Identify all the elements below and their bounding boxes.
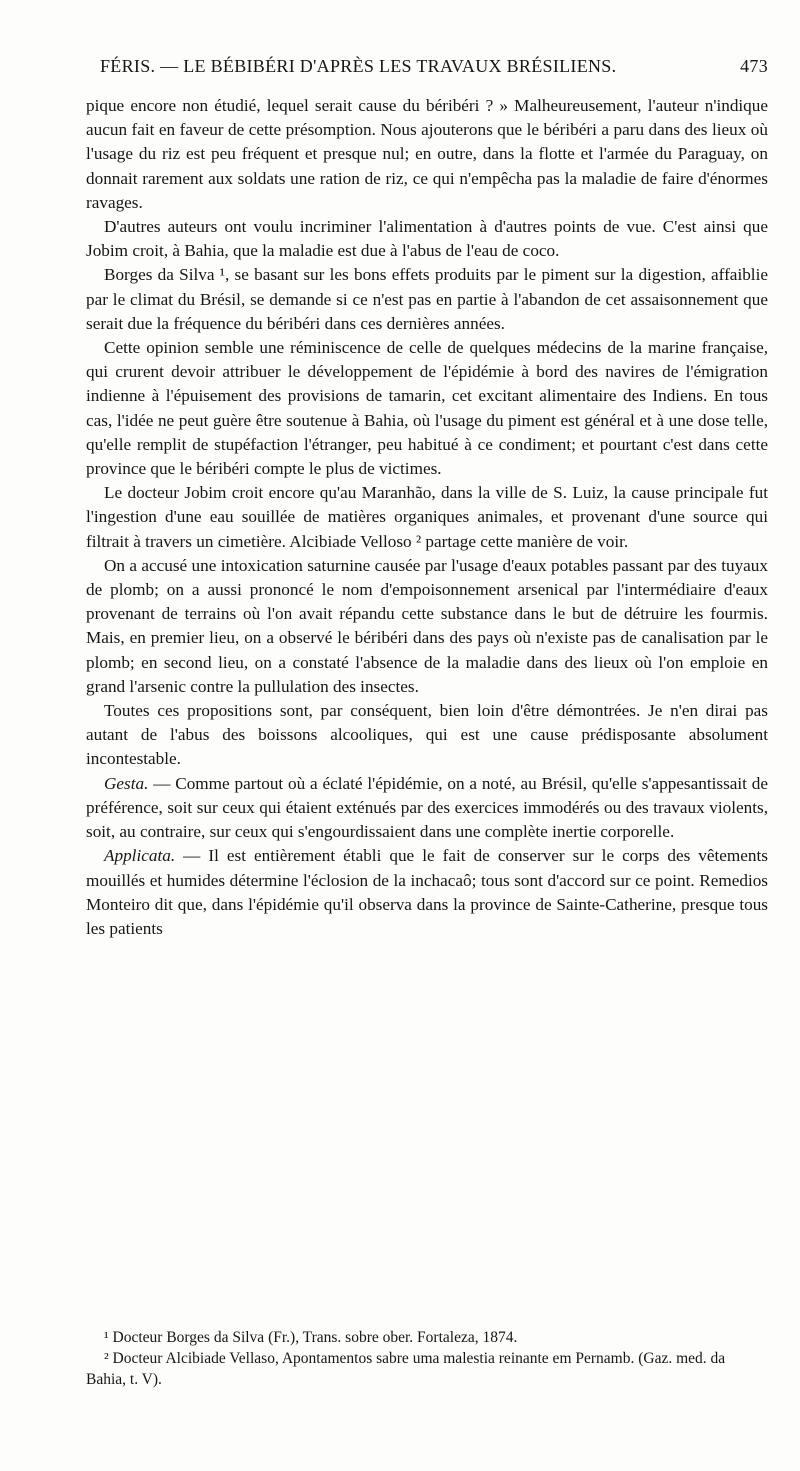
paragraph-gesta: Gesta. — Comme partout où a éclaté l'épidémie, on a noté, au Brésil, qu'elle s'appesantissait de préférence, soit sur ceux qui étaient exténués par des exercices immodérés ou des travaux violents, soit, au contraire, sur ceux qui s'engourdissaient dans une complète inertie corporelle.: [86, 773, 768, 842]
paragraph: Toutes ces propositions sont, par conséquent, bien loin d'être démontrées. Je n'en dirai pas autant de l'abus des boissons alcooliques, qui est une cause prédisposante absolument incontestable.: [86, 701, 768, 769]
footnotes: [86, 1327, 768, 1390]
footnote: ¹ Docteur Borges da Silva (Fr.), Trans. sobre ober. Fortaleza, 1874.: [104, 1329, 518, 1346]
paragraph: pique encore non étudié, lequel serait cause du béribéri ? » Malheureusement, l'auteur n'indique aucun fait en faveur de cette présomption. Nous ajouterons que le béribéri a paru dans des lieux où l'usage du riz est peu fréquent et presque nul; en outre, dans la flotte et l'armée du Paraguay, on donnait rarement aux soldats une ration de riz, ce qui n'empêcha pas la maladie de faire d'énormes ravages.: [86, 96, 768, 212]
paragraph-applicata: Applicata. — Il est entièrement établi que le fait de conserver sur le corps des vêtements mouillés et humides détermine l'éclosion de la inchacaô; tous sont d'accord sur ce point. Remedios Monteiro dit que, dans l'épidémie qu'il observa dans la province de Sainte-Catherine, presque tous les patients: [86, 846, 768, 938]
footnote: ² Docteur Alcibiade Vellaso, Apontamentos sabre uma malestia reinante em Pernamb. (Gaz. med. da Bahia, t. V).: [86, 1350, 726, 1388]
paragraph: Cette opinion semble une réminiscence de celle de quelques médecins de la marine française, qui crurent devoir attribuer le développement de l'épidémie à bord des navires de l'émigration indienne à l'épuisement des provisions de tamarin, cet excitant alimentaire des Indiens. En tous cas, l'idée ne peut guère être soutenue à Bahia, où l'usage du piment est général et à une dose telle, qu'elle remplit de stupéfaction l'étranger, peu habitué à ce condiment; et pourtant c'est dans cette province que le béribéri compte le plus de victimes.: [86, 338, 768, 479]
paragraph-lead: Gesta.: [104, 773, 149, 793]
page-number: 473: [740, 56, 768, 76]
running-title: FÉRIS. — LE BÉBIBÉRI D'APRÈS LES TRAVAUX BRÉSILIENS.: [100, 56, 617, 76]
paragraph-lead: Applicata.: [104, 846, 176, 866]
paragraph: D'autres auteurs ont voulu incriminer l'alimentation à d'autres points de vue. C'est ainsi que Jobim croit, à Bahia, que la maladie est due à l'abus de l'eau de coco.: [86, 217, 768, 261]
body-text: [86, 94, 768, 941]
paragraph: Borges da Silva ¹, se basant sur les bons effets produits par le piment sur la digestion, affaiblie par le climat du Brésil, se demande si ce n'est pas en partie à l'abandon de cet assaisonnement que serait due la fréquence du béribéri dans ces dernières années.: [86, 265, 768, 333]
paragraph: Le docteur Jobim croit encore qu'au Maranhão, dans la ville de S. Luiz, la cause principale fut l'ingestion d'une eau souillée de matières organiques animales, et provenant d'une source qui filtrait à travers un cimetière. Alcibiade Velloso ² partage cette manière de voir.: [86, 483, 768, 551]
paragraph: On a accusé une intoxication saturnine causée par l'usage d'eaux potables passant par des tuyaux de plomb; on a aussi prononcé le nom d'empoisonnement arsenical par l'intermédiaire d'eaux provenant de terrains où l'on avait répandu cette substance dans le but de détruire les fourmis. Mais, en premier lieu, on a observé le béribéri dans des pays où n'existe pas de canalisation par le plomb; en second lieu, on a constaté l'absence de la maladie dans des lieux où l'on emploie en grand l'arsenic contre la pullulation des insectes.: [86, 555, 768, 696]
running-header: [86, 56, 768, 80]
